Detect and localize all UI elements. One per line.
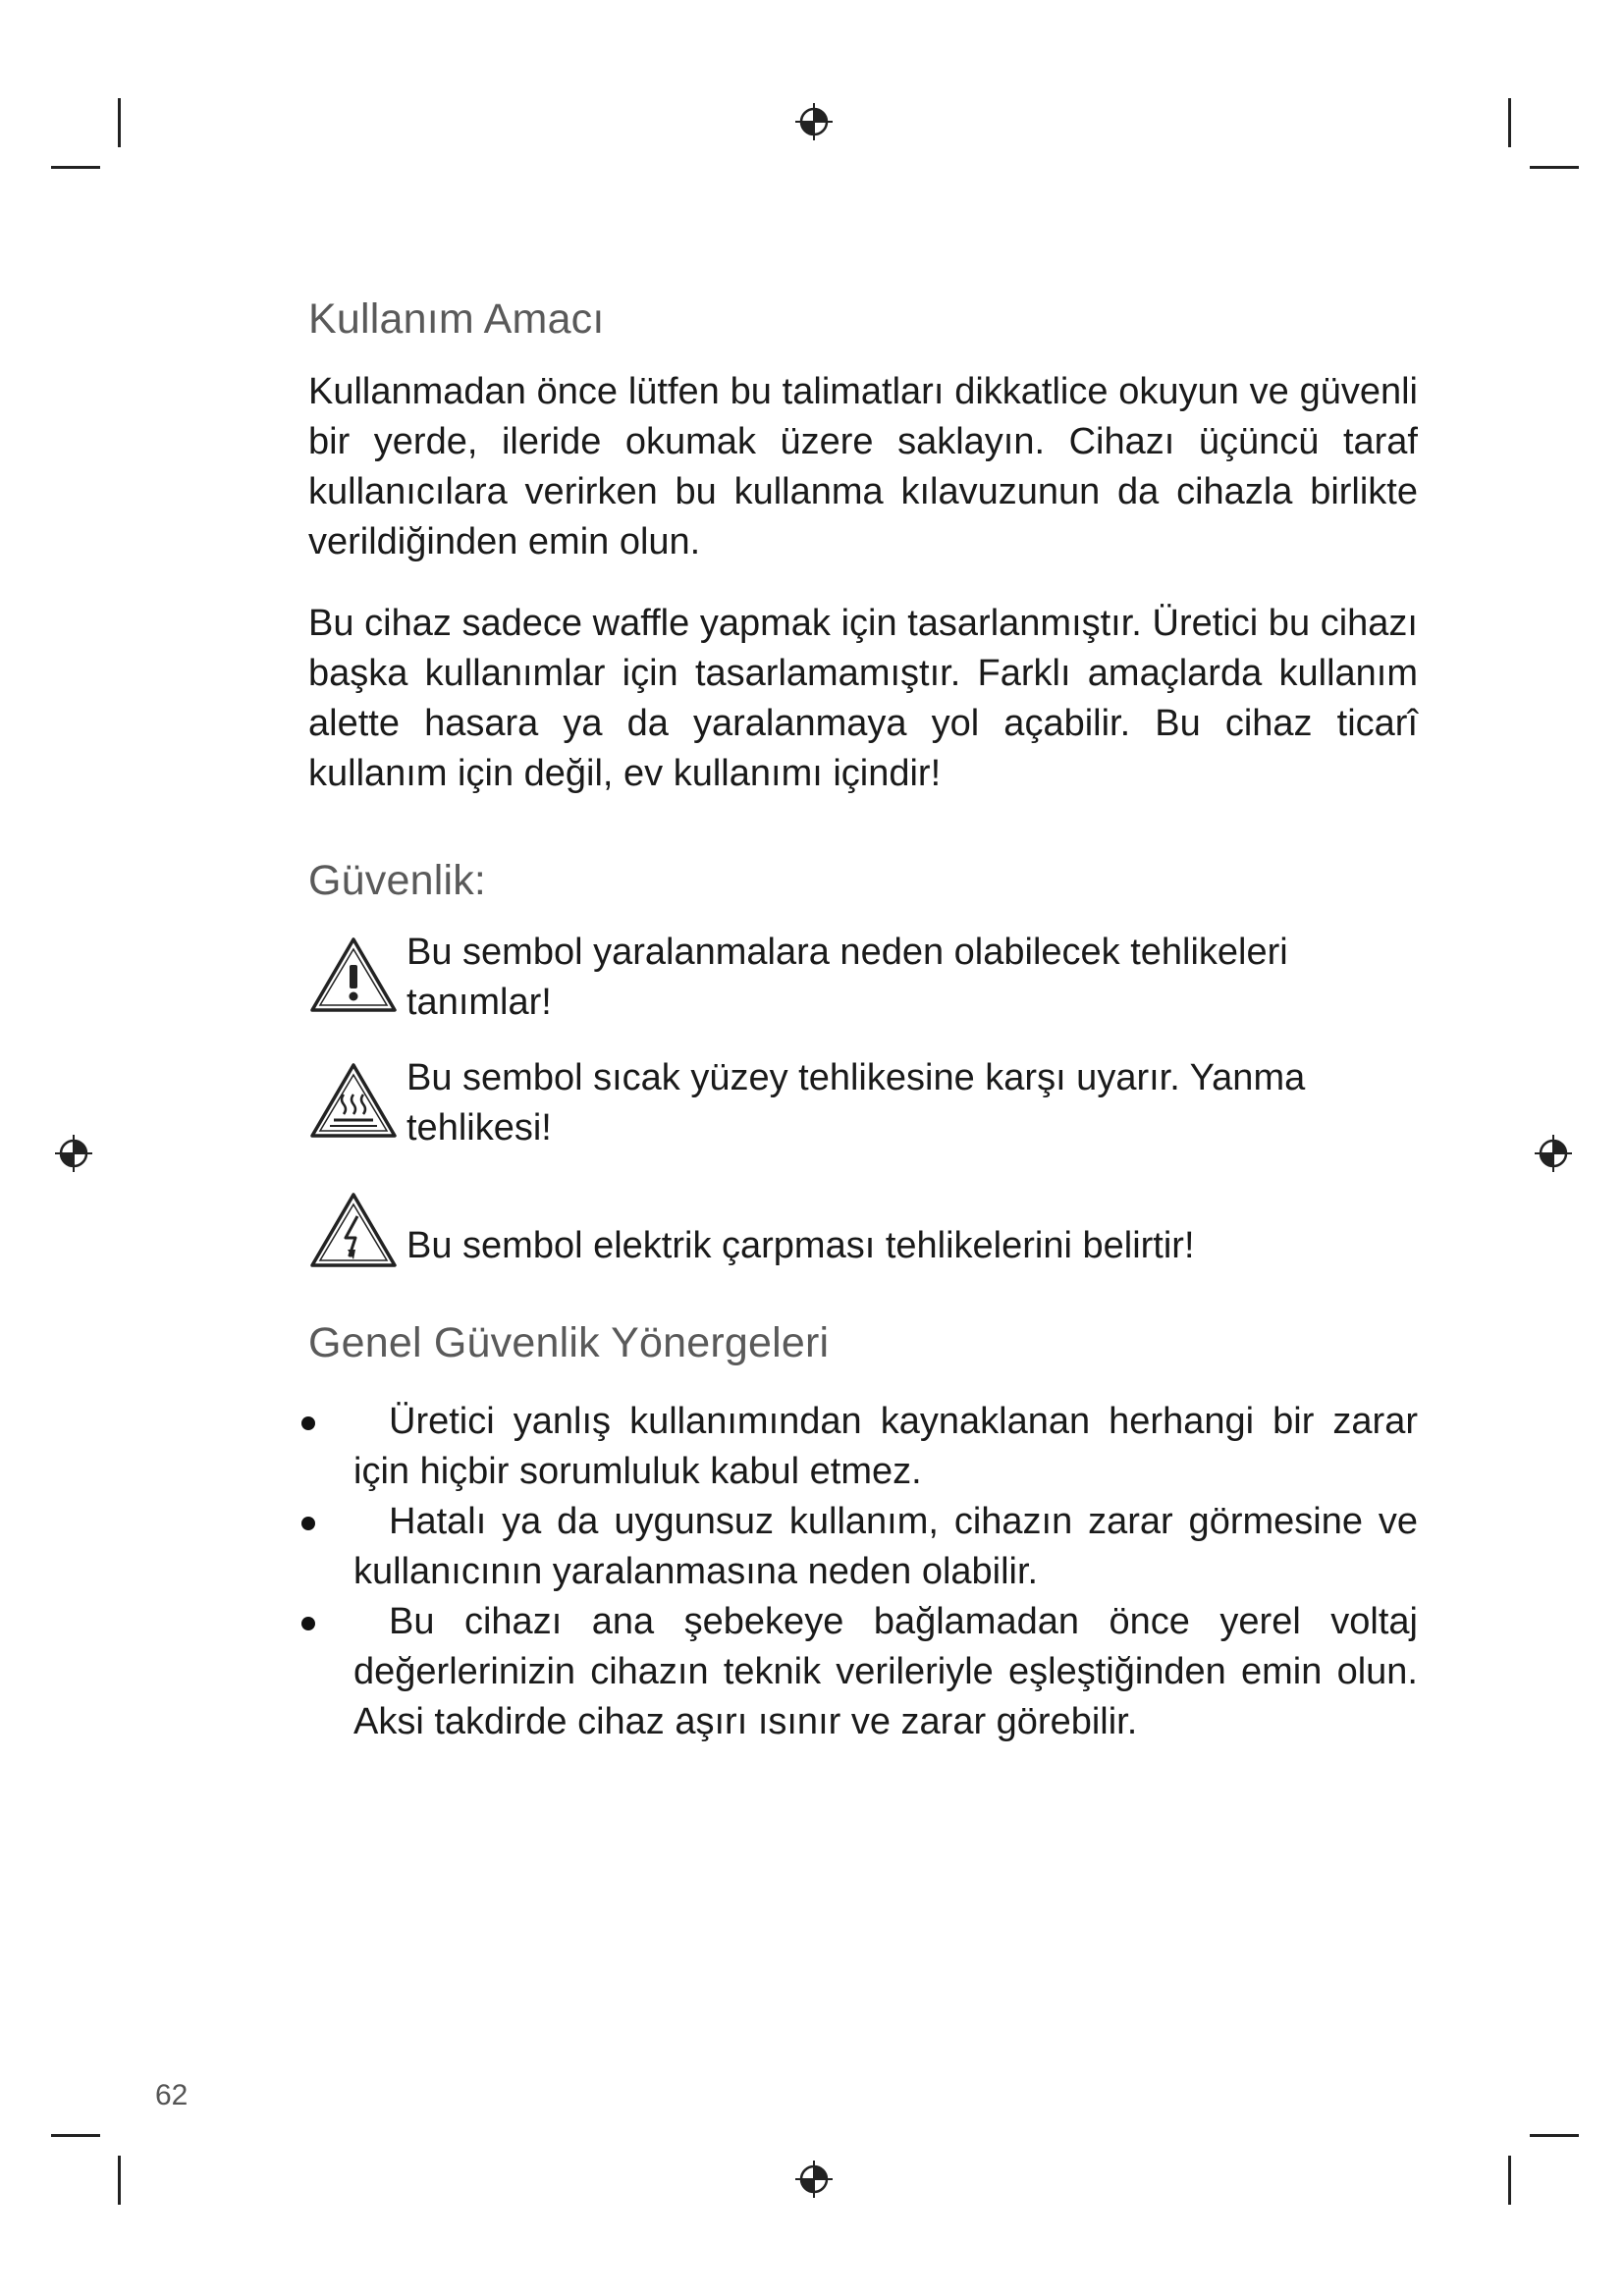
safety-symbol-row [308,1183,1418,1271]
intended-use-paragraph-2: Bu cihaz sadece waffle yapmak için tasarlanmıştır. Üretici bu cihazı başka kullanımlar için tasarlamamıştır. Farklı amaçlarda kullanım alette hasara ya da yaralanmaya yol açabilir. Bu cihaz ticarî kullanım için değil, ev kullanımı içindir! [308,602,1418,794]
registration-mark-icon [794,2160,834,2199]
list-item-text: Hatalı ya da uygunsuz kullanım, cihazın zarar görmesine ve kullanıcının yaralanmasına neden olabilir. [353,1500,1418,1592]
safety-heading: Güvenlik: [308,856,487,904]
bullet-icon [301,1617,315,1630]
crop-mark [118,98,121,147]
registration-mark-icon [54,1134,93,1173]
electric-shock-icon [308,1191,399,1271]
list-item [308,1497,1418,1597]
crop-mark [51,166,100,169]
bullet-icon [301,1416,315,1430]
crop-mark [51,2134,100,2137]
crop-mark [1508,2156,1511,2205]
hot-surface-icon [308,1061,399,1142]
safety-symbol-text: Bu sembol sıcak yüzey tehlikesine karşı uyarır. Yanma tehlikesi! [406,1057,1306,1149]
general-safety-heading: Genel Güvenlik Yönergeleri [308,1319,830,1367]
registration-mark-icon [1534,1134,1573,1173]
list-item-text: Bu cihazı ana şebekeye bağlamadan önce yerel voltaj değerlerinizin cihazın teknik verileriyle eşleştiğinden emin olun. Aksi takdirde cihaz aşırı ısınır ve zarar görebilir. [353,1600,1418,1742]
crop-mark [118,2156,121,2205]
intended-use-heading: Kullanım Amacı [308,295,605,343]
intended-use-paragraph-1: Kullanmadan önce lütfen bu talimatları dikkatlice okuyun ve güvenli bir yerde, ileride okumak üzere saklayın. Cihazı üçüncü taraf kullanıcılara verirken bu kullanma kılavuzunun da cihazla birlikte verildiğinden emin olun. [308,370,1418,562]
crop-mark [1530,2134,1579,2137]
safety-symbol-row [308,1053,1418,1153]
page-content [308,294,1418,1747]
registration-mark-icon [794,102,834,141]
list-item-text: Üretici yanlış kullanımından kaynaklanan herhangi bir zarar için hiçbir sorumluluk kabul etmez. [353,1400,1418,1492]
warning-exclamation-icon [308,935,399,1016]
crop-mark [1508,98,1511,147]
safety-symbol-text: Bu sembol elektrik çarpması tehlikelerini belirtir! [406,1225,1195,1267]
list-item [308,1397,1418,1497]
general-safety-list [308,1397,1418,1747]
list-item [308,1597,1418,1747]
safety-symbol-row [308,928,1418,1028]
bullet-icon [301,1517,315,1530]
safety-symbol-text: Bu sembol yaralanmalara neden olabilecek tehlikeleri tanımlar! [406,932,1288,1024]
crop-mark [1530,166,1579,169]
page-number: 62 [155,2079,189,2111]
